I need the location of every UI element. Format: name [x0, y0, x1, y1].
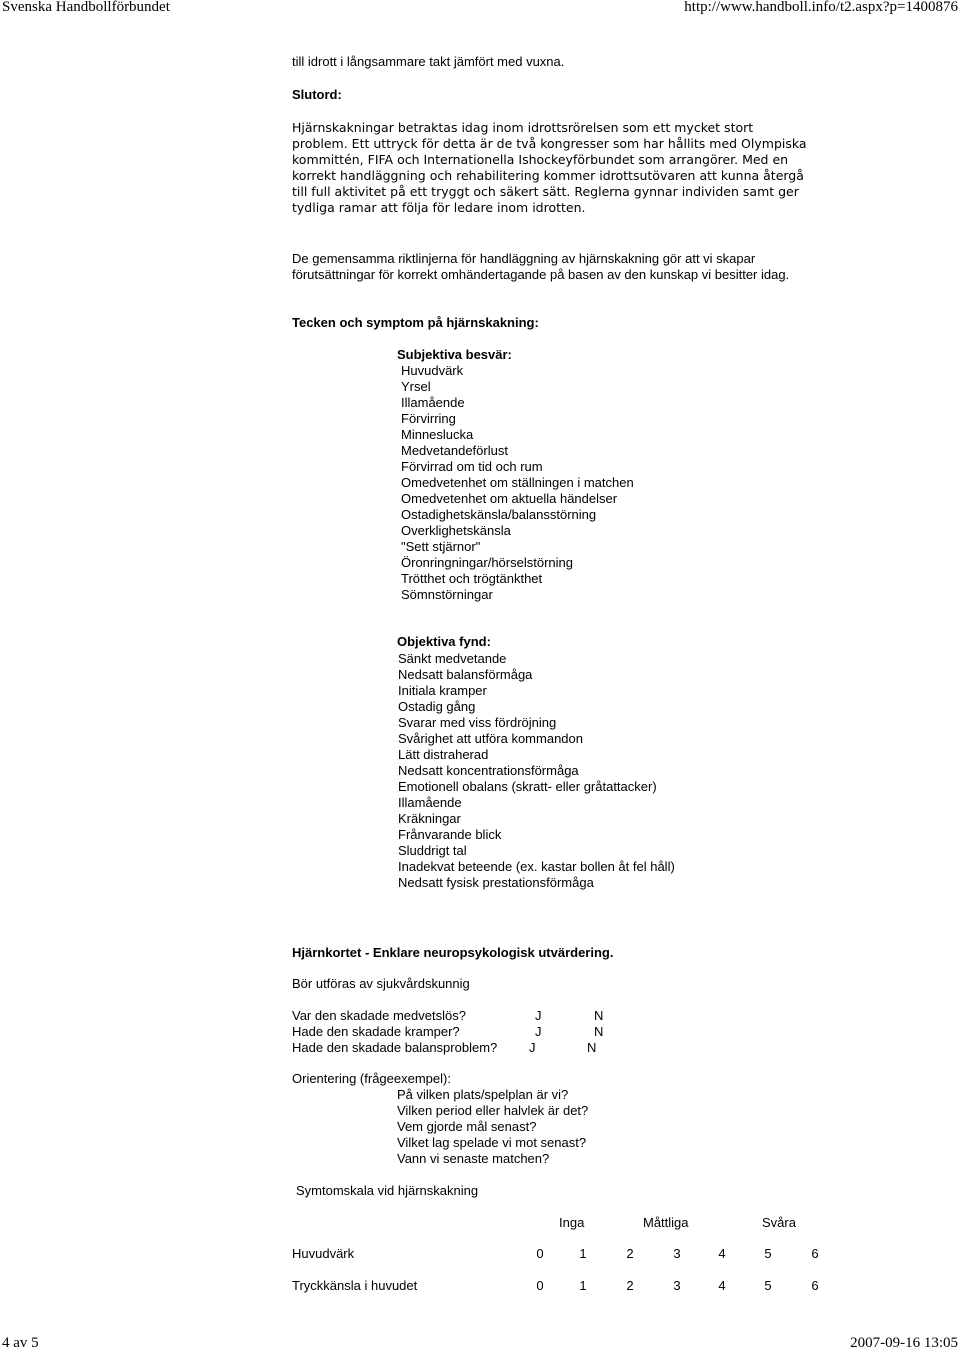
question-unconscious: Var den skadade medvetslös? — [292, 1008, 466, 1023]
scale-value[interactable]: 2 — [626, 1246, 634, 1261]
answer-yes[interactable]: J — [535, 1008, 542, 1023]
list-item: Lätt distraherad — [398, 747, 489, 762]
scale-value[interactable]: 3 — [673, 1278, 681, 1293]
scale-value[interactable]: 2 — [626, 1278, 634, 1293]
orientation-list — [397, 1087, 588, 1167]
slutord-paragraph-1: Hjärnskakningar betraktas idag inom idrottsrörelsen som ett mycket stort problem. Ett uttryck för detta är de två kongresser som har hållits med Olympiska kommittén, FIFA och Internationella Ishockeyförbundet som arrangörer. Med en korrekt handläggning och rehabilitering kommer idrottsutövaren att kunna återgå till full aktivitet på ett tryggt och säkert sätt. Reglerna gynnar individen samt ger tydliga ramar att följa för ledare inom idrotten. — [292, 120, 807, 215]
symptom-scale-heading: Symtomskala vid hjärnskakning — [296, 1183, 479, 1198]
answer-yes[interactable]: J — [535, 1024, 542, 1039]
scale-value[interactable]: 1 — [579, 1278, 587, 1293]
list-item: Illamående — [398, 795, 462, 810]
symptoms-heading: Tecken och symptom på hjärnskakning: — [292, 315, 539, 330]
scale-value[interactable]: 6 — [811, 1246, 819, 1261]
list-item: Ostadighetskänsla/balansstörning — [401, 507, 597, 522]
list-item: Omedvetenhet om ställningen i matchen — [401, 475, 634, 490]
list-item: Sänkt medvetande — [398, 651, 507, 666]
list-item: Initiala kramper — [398, 683, 487, 698]
hjarnkortet-heading: Hjärnkortet - Enklare neuropsykologisk utvärdering. — [292, 945, 614, 960]
slutord-paragraph-2: De gemensamma riktlinjerna för handläggning av hjärnskakning gör att vi skapar förutsättningar för korrekt omhändertagande på basen av den kunskap vi besitter idag. — [292, 251, 790, 282]
scale-value[interactable]: 4 — [718, 1278, 726, 1293]
scale-value[interactable]: 0 — [536, 1278, 544, 1293]
scale-value[interactable]: 0 — [536, 1246, 544, 1261]
list-item: Vann vi senaste matchen? — [397, 1151, 550, 1166]
list-item: Sömnstörningar — [401, 587, 493, 602]
list-item: Illamående — [401, 395, 465, 410]
level-none: Inga — [559, 1215, 585, 1230]
orientation-heading: Orientering (frågeexempel): — [292, 1071, 451, 1086]
answer-no[interactable]: N — [587, 1040, 597, 1055]
list-item: "Sett stjärnor" — [401, 539, 481, 554]
answer-yes[interactable]: J — [529, 1040, 536, 1055]
list-item: Förvirrad om tid och rum — [401, 459, 543, 474]
list-item: Nedsatt koncentrationsförmåga — [398, 763, 579, 778]
list-item: Inadekvat beteende (ex. kastar bollen åt fel håll) — [398, 859, 675, 874]
slutord-heading: Slutord: — [292, 87, 342, 102]
list-item: Emotionell obalans (skratt- eller gråtattacker) — [398, 779, 657, 794]
subjective-heading: Subjektiva besvär: — [397, 347, 512, 362]
header-site-title: Svenska Handbollförbundet — [2, 0, 170, 15]
scale-value[interactable]: 5 — [764, 1246, 772, 1261]
answer-no[interactable]: N — [594, 1008, 604, 1023]
list-item: Vem gjorde mål senast? — [397, 1119, 537, 1134]
list-item: Ostadig gång — [398, 699, 476, 714]
intro-line: till idrott i långsammare takt jämfört med vuxna. — [292, 54, 565, 69]
objective-list — [398, 651, 675, 891]
scale-value[interactable]: 5 — [764, 1278, 772, 1293]
question-seizures: Hade den skadade kramper? — [292, 1024, 460, 1039]
scale-row-label: Tryckkänsla i huvudet — [292, 1278, 418, 1293]
hjarnkortet-subtitle: Bör utföras av sjukvårdskunnig — [292, 976, 470, 991]
list-item: På vilken plats/spelplan är vi? — [397, 1087, 569, 1102]
answer-no[interactable]: N — [594, 1024, 604, 1039]
list-item: Svarar med viss fördröjning — [398, 715, 557, 730]
scale-value[interactable]: 6 — [811, 1278, 819, 1293]
list-item: Öronringningar/hörselstörning — [401, 555, 573, 570]
list-item: Overklighetskänsla — [401, 523, 511, 538]
objective-heading: Objektiva fynd: — [397, 634, 491, 649]
list-item: Nedsatt balansförmåga — [398, 667, 533, 682]
list-item: Kräkningar — [398, 811, 461, 826]
footer-page-indicator: 4 av 5 — [2, 1335, 39, 1351]
scale-row-label: Huvudvärk — [292, 1246, 355, 1261]
list-item: Nedsatt fysisk prestationsförmåga — [398, 875, 594, 890]
list-item: Medvetandeförlust — [401, 443, 508, 458]
subjective-list — [401, 363, 634, 603]
list-item: Förvirring — [401, 411, 456, 426]
scale-value[interactable]: 1 — [579, 1246, 587, 1261]
scale-value[interactable]: 3 — [673, 1246, 681, 1261]
list-item: Vilket lag spelade vi mot senast? — [397, 1135, 587, 1150]
question-balance: Hade den skadade balansproblem? — [292, 1040, 498, 1055]
list-item: Sluddrigt tal — [398, 843, 467, 858]
list-item: Vilken period eller halvlek är det? — [397, 1103, 589, 1118]
list-item: Trötthet och trögtänkthet — [401, 571, 543, 586]
level-severe: Svåra — [762, 1215, 796, 1230]
list-item: Svårighet att utföra kommandon — [398, 731, 583, 746]
list-item: Yrsel — [401, 379, 431, 394]
scale-value[interactable]: 4 — [718, 1246, 726, 1261]
level-moderate: Måttliga — [643, 1215, 689, 1230]
footer-timestamp: 2007-09-16 13:05 — [850, 1335, 958, 1351]
list-item: Huvudvärk — [401, 363, 464, 378]
list-item: Omedvetenhet om aktuella händelser — [401, 491, 618, 506]
list-item: Minneslucka — [401, 427, 474, 442]
header-url[interactable]: http://www.handboll.info/t2.aspx?p=1400876 — [684, 0, 958, 15]
list-item: Frånvarande blick — [398, 827, 502, 842]
